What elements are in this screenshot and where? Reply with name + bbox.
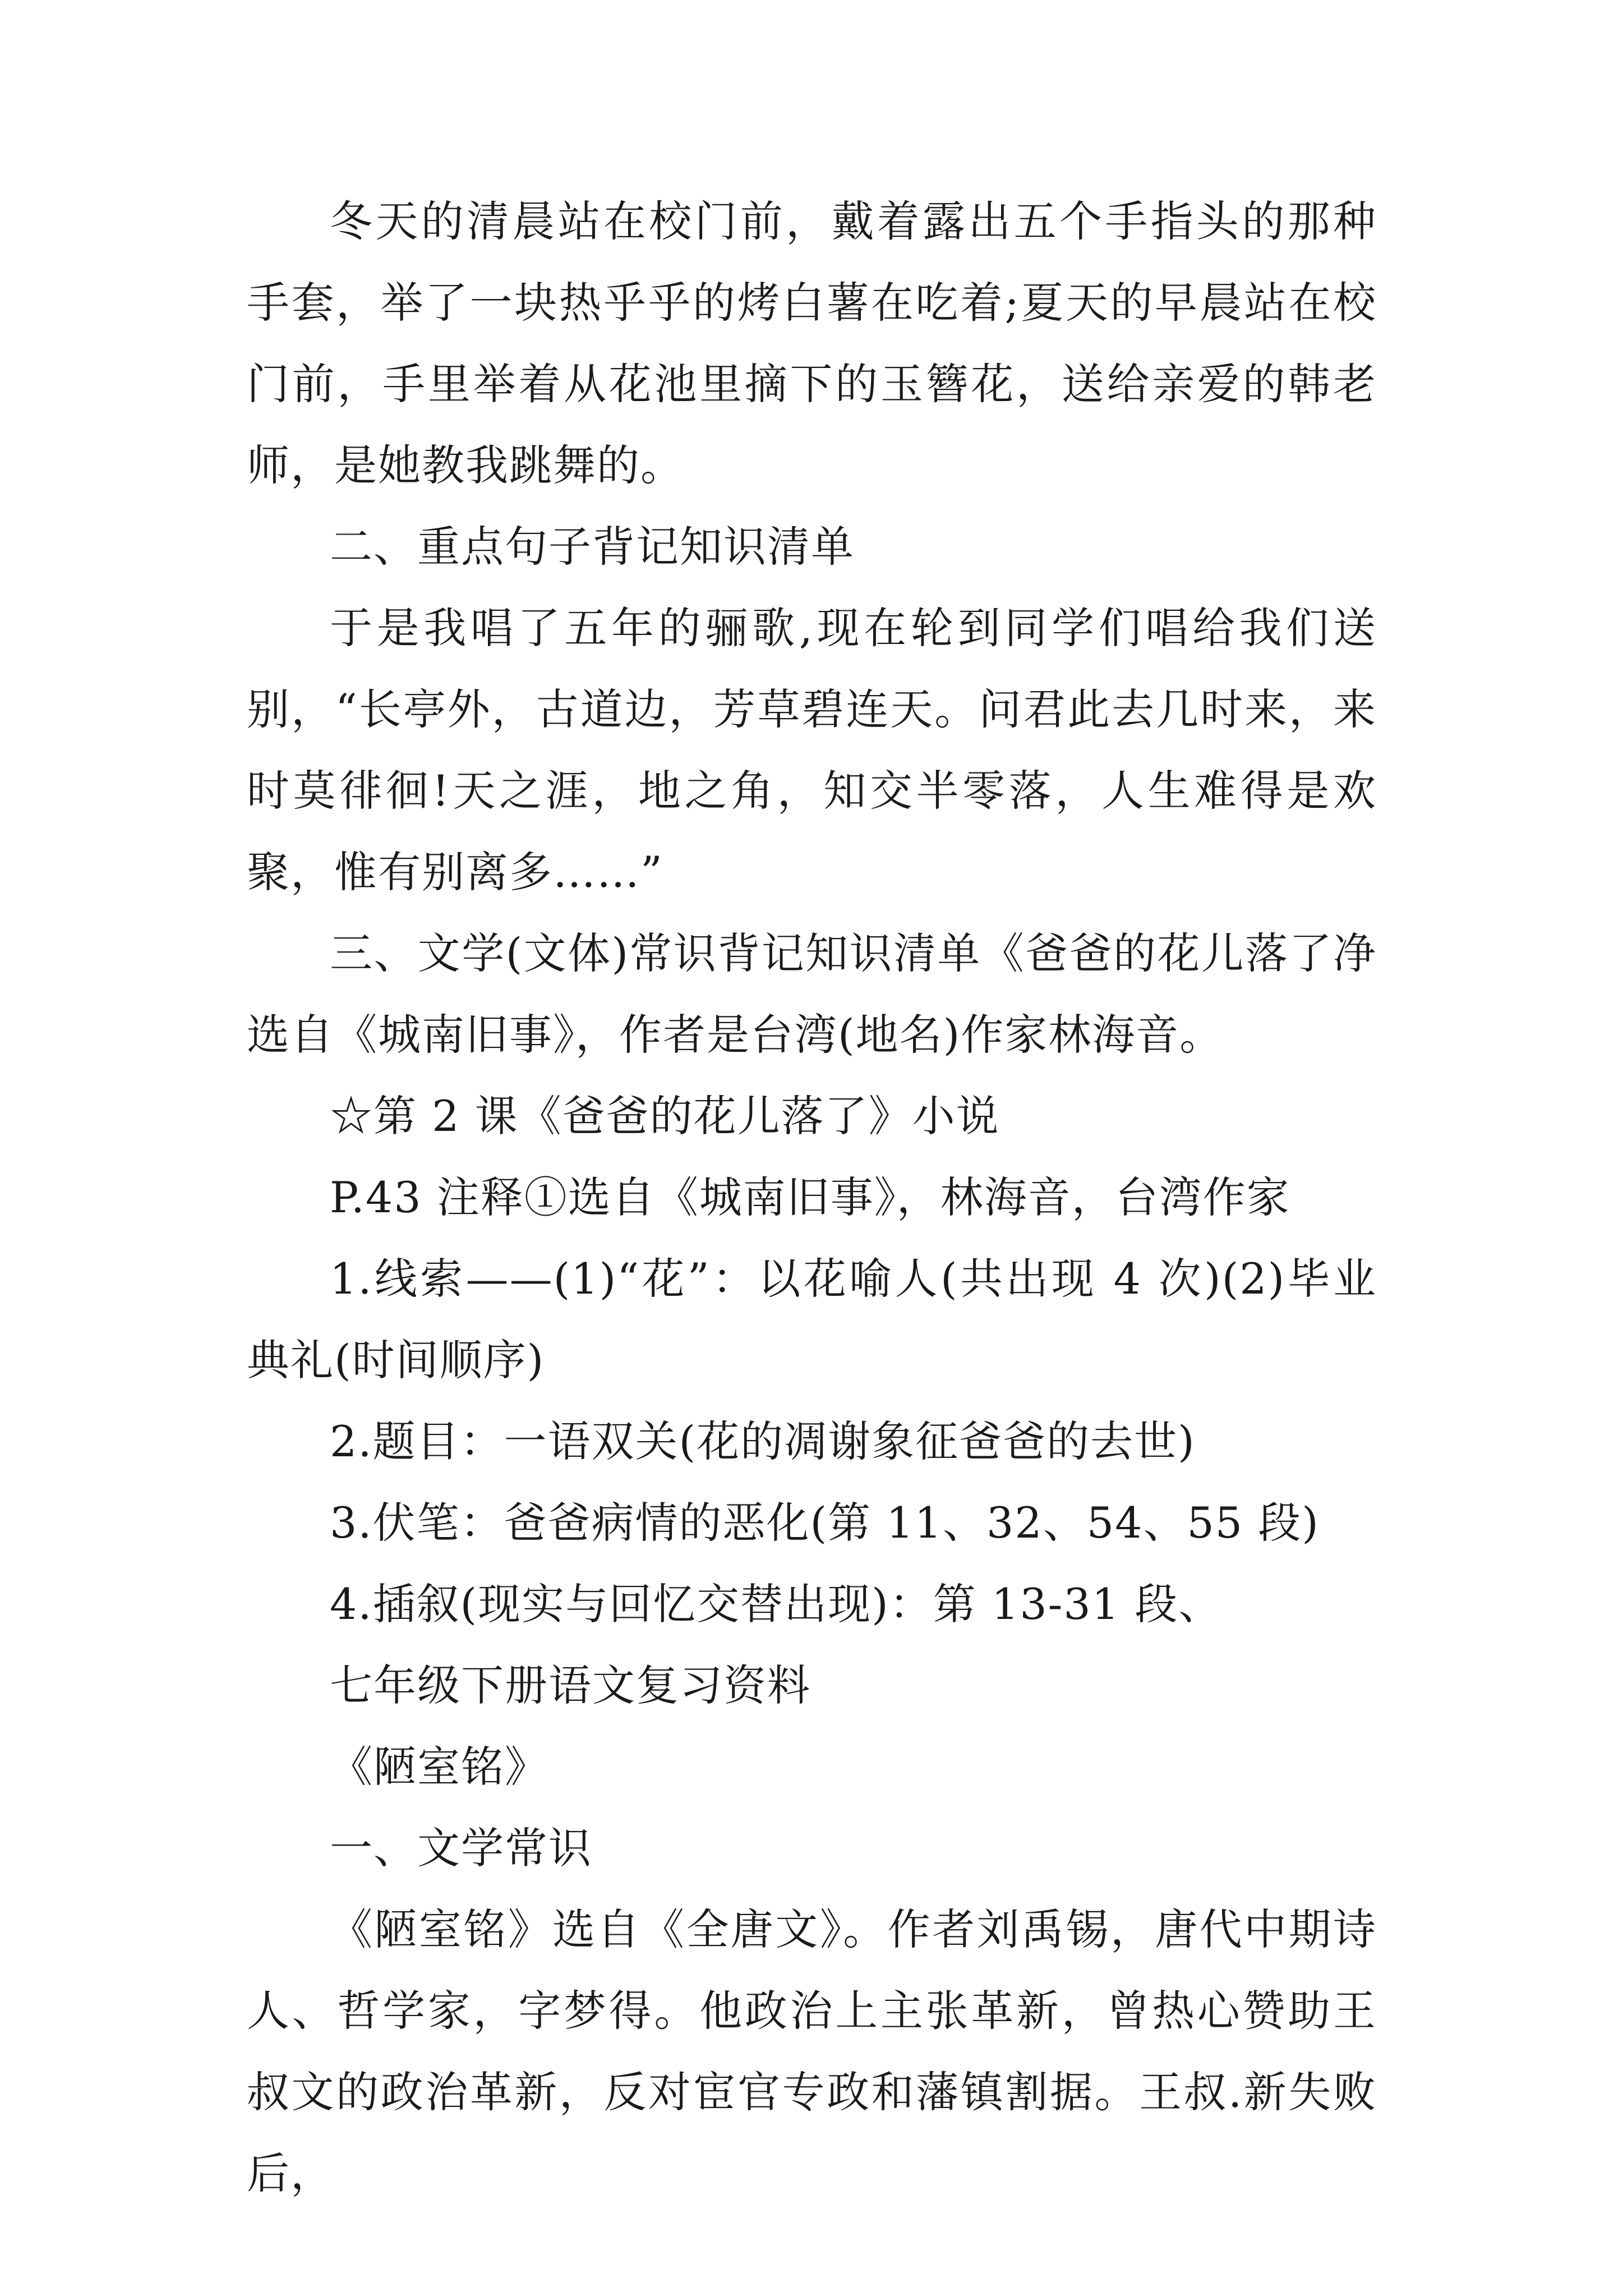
list-item-clue: 1.线索——(1)“花”：以花喻人(共出现 4 次)(2)毕业典礼(时间顺序) <box>247 1254 1377 1385</box>
paragraph-farewell-song: 于是我唱了五年的骊歌,现在轮到同学们唱给我们送别，“长亭外，古道边，芳草碧连天。问君此去几时来，来时莫徘徊!天之涯，地之角，知交半零落，人生难得是欢聚，惟有别离多……” <box>247 603 1377 897</box>
paragraph-author-intro: 《陋室铭》选自《全唐文》。作者刘禹锡，唐代中期诗人、哲学家，字梦得。他政治上主张革新，曾热心赞助王叔文的政治革新，反对宦官专政和藩镇割据。王叔.新失败后， <box>247 1904 1377 2198</box>
list-item-flashback: 4.插叙(现实与回忆交替出现)：第 13-31 段、 <box>330 1579 1223 1629</box>
heading-key-sentences: 二、重点句子背记知识清单 <box>330 522 855 572</box>
article-title: 《陋室铭》 <box>330 1742 548 1792</box>
list-item-foreshadowing: 3.伏笔：爸爸病情的恶化(第 11、32、54、55 段) <box>330 1498 1320 1548</box>
lesson-title: ☆第 2 课《爸爸的花儿落了》小说 <box>330 1091 1000 1141</box>
paragraph-literary-knowledge: 三、文学(文体)常识背记知识清单《爸爸的花儿落了净选自《城南旧事》，作者是台湾(地名)作家林海音。 <box>247 928 1377 1060</box>
document-body <box>247 181 1377 2214</box>
list-item-title: 2.题目：一语双关(花的凋谢象征爸爸的去世) <box>330 1416 1196 1466</box>
annotation-note: P.43 注释①选自《城南旧事》，林海音，台湾作家 <box>330 1172 1290 1222</box>
paragraph-winter-summer: 冬天的清晨站在校门前，戴着露出五个手指头的那种手套，举了一块热乎乎的烤白薯在吃着;夏天的早晨站在校门前，手里举着从花池里摘下的玉簪花，送给亲爱的韩老师，是她教我跳舞的。 <box>247 196 1377 490</box>
heading-literary-knowledge: 一、文学常识 <box>330 1823 592 1873</box>
section-title-review: 七年级下册语文复习资料 <box>330 1660 811 1710</box>
